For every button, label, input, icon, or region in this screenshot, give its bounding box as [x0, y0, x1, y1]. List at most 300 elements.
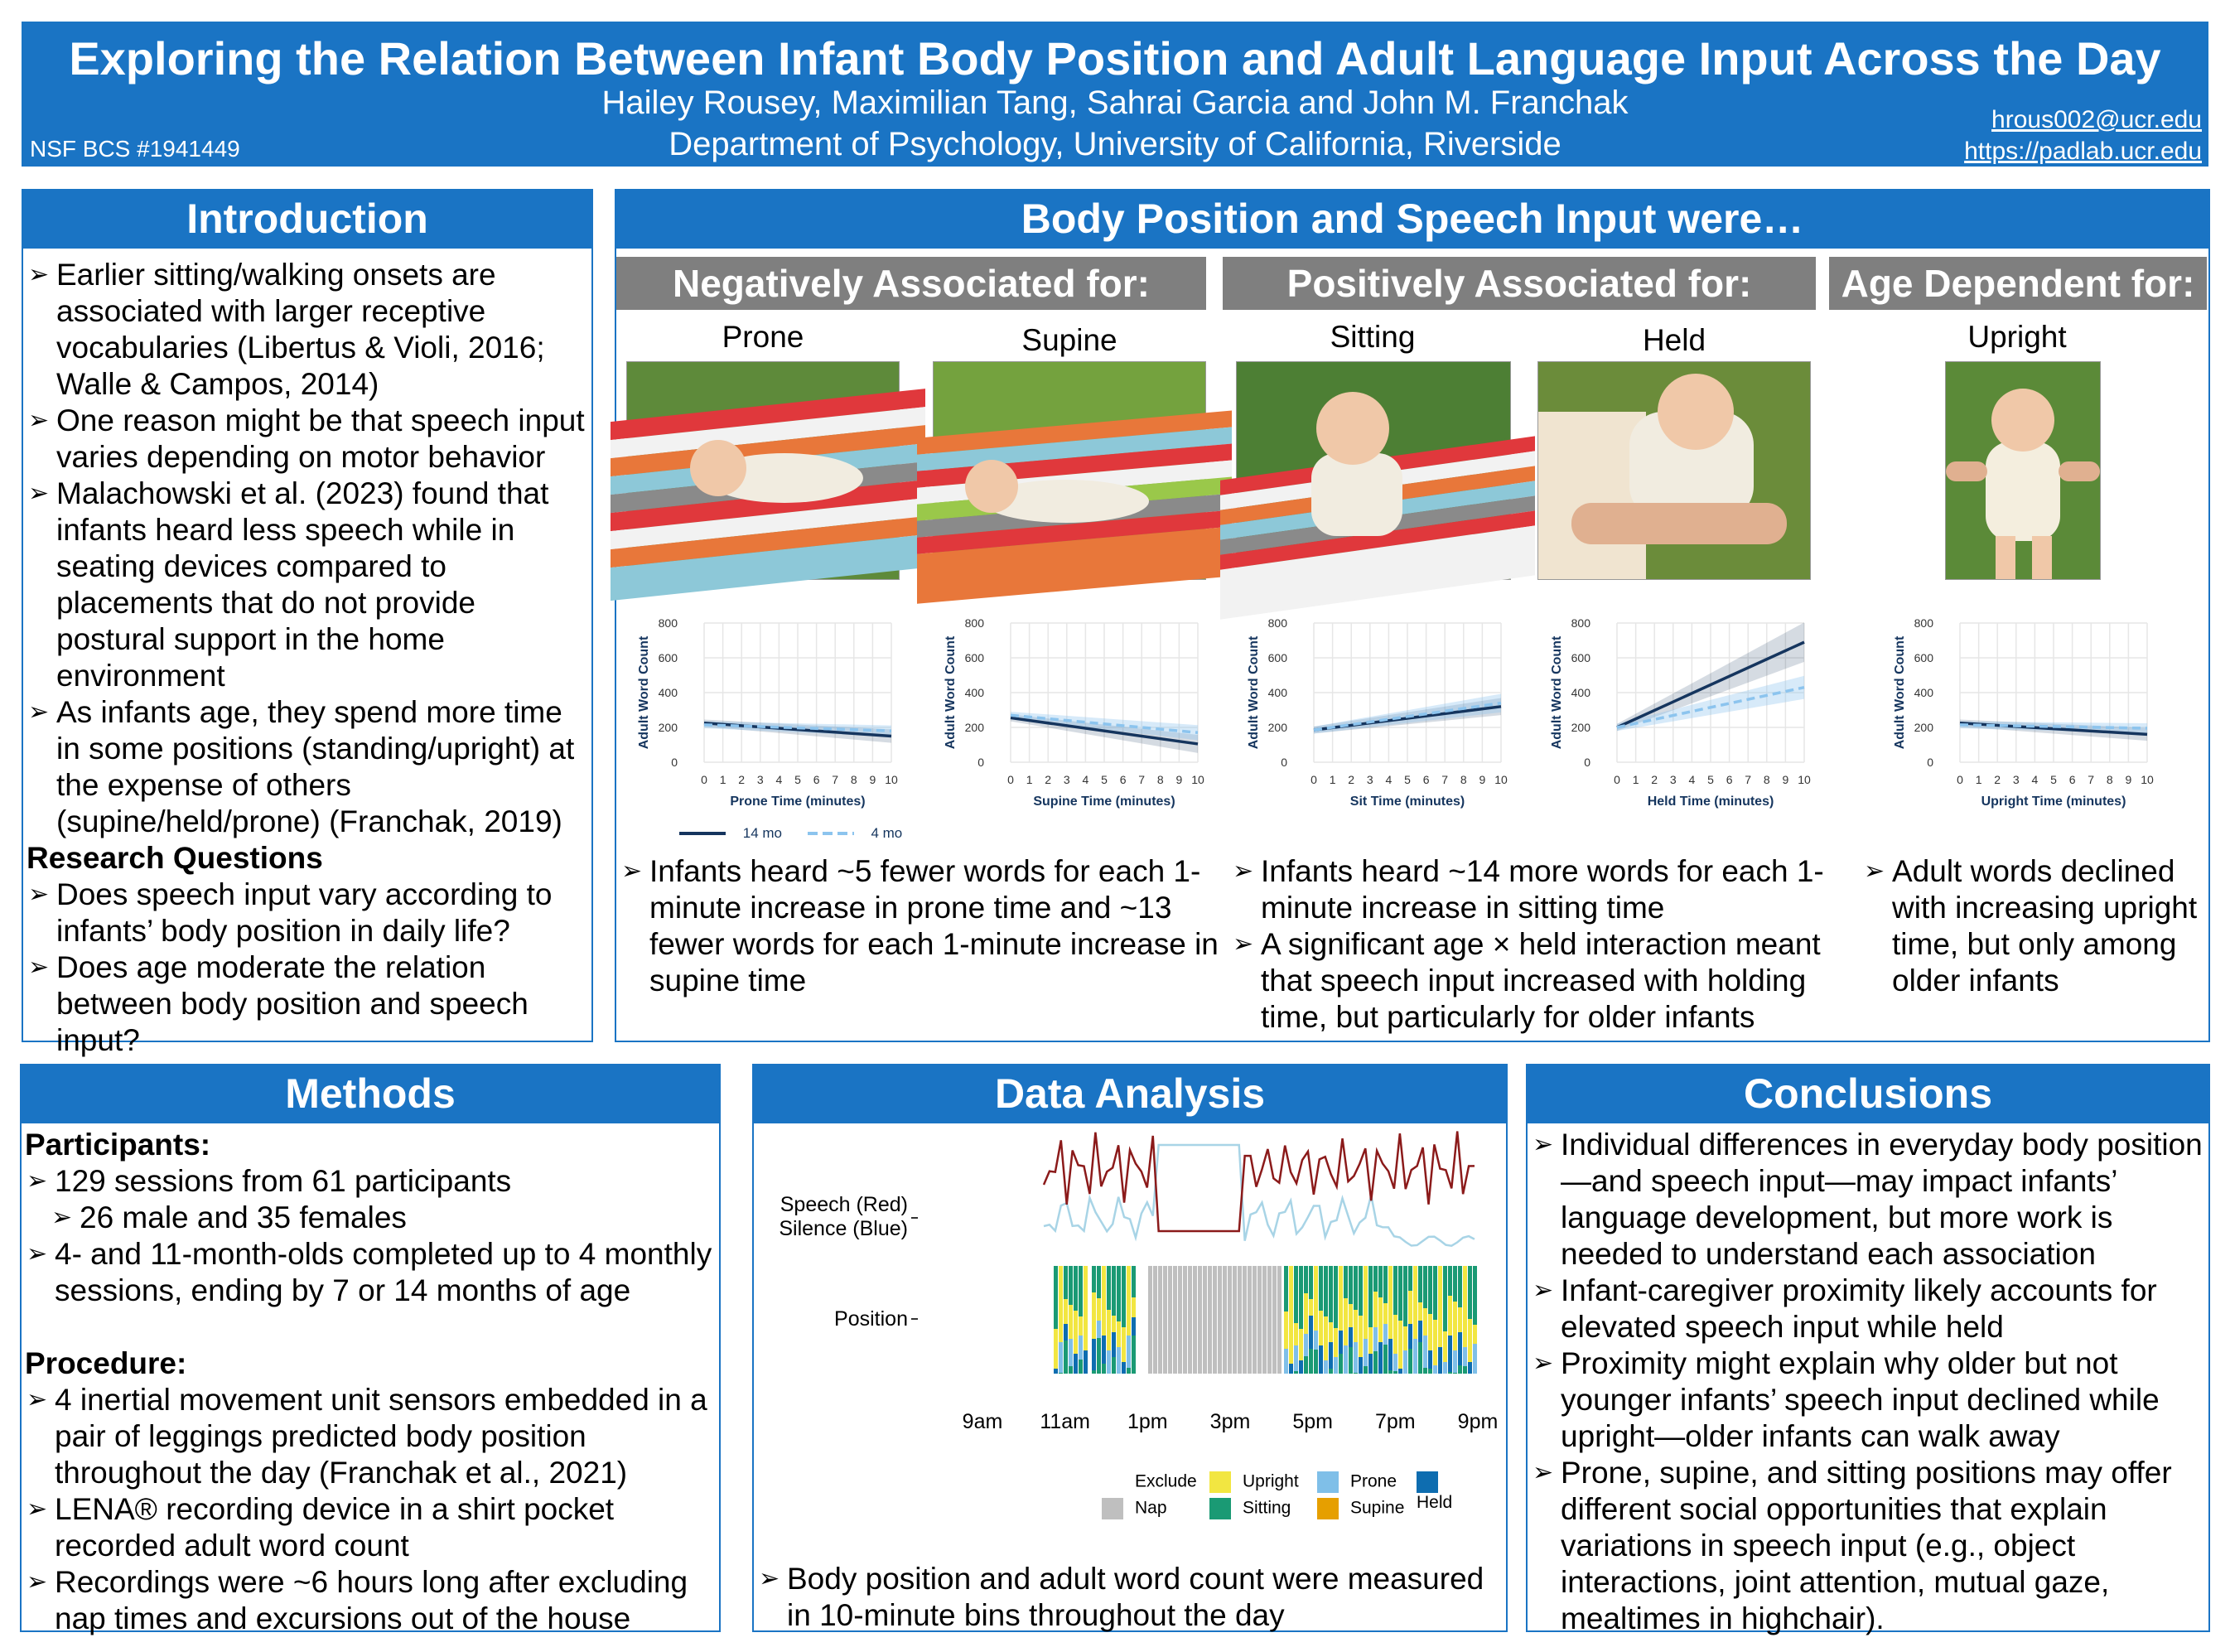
y-tick-label: 800 [1571, 616, 1590, 630]
age-result-text [1862, 853, 2202, 999]
position-bin [1423, 1266, 1427, 1308]
nap-bin [1272, 1266, 1277, 1374]
x-tick-label: 0 [1957, 773, 1963, 786]
position-bin [1059, 1373, 1063, 1374]
position-bin [1344, 1345, 1348, 1374]
conclusions-heading: Conclusions [1526, 1064, 2210, 1123]
nap-bin [1277, 1266, 1282, 1374]
nap-bin [1233, 1266, 1237, 1374]
position-bin [1433, 1320, 1437, 1365]
positive-result-bullet: ➢ A significant age × held interaction meant that speech input increased with holding time, but particularly for older infants [1231, 926, 1836, 1036]
position-bin [1132, 1317, 1136, 1336]
position-bin [1117, 1321, 1121, 1347]
position-bin [1329, 1369, 1333, 1374]
position-bin [1364, 1321, 1368, 1339]
position-bin [1453, 1373, 1457, 1374]
x-tick-label: 3 [1669, 773, 1677, 786]
x-tick-label: 4 [1385, 773, 1393, 786]
position-bin [1054, 1329, 1058, 1369]
position-bin [1448, 1296, 1452, 1336]
y-tick-label: 800 [658, 616, 678, 630]
x-tick-label: 7 [1441, 773, 1449, 786]
nap-bin [1218, 1266, 1222, 1374]
legend-swatch-4mo [808, 829, 857, 838]
position-bin [1349, 1304, 1353, 1327]
position-bin [1284, 1311, 1288, 1349]
email-link[interactable]: hrous002@ucr.edu [1991, 106, 2202, 133]
y-tick-label: 0 [1281, 756, 1287, 769]
x-tick-label: 0 [701, 773, 707, 786]
y-tick-label: 200 [658, 721, 678, 734]
nap-bin [1198, 1266, 1202, 1374]
position-bin [1458, 1332, 1462, 1365]
daylong-timeline-chart [911, 1135, 1499, 1466]
position-bin [1403, 1350, 1407, 1374]
position-bin [1112, 1357, 1116, 1374]
x-axis-label: Prone Time (minutes) [730, 795, 866, 809]
x-tick-label: 6 [813, 773, 820, 786]
position-bin [1097, 1298, 1101, 1321]
x-tick-label: 0 [1310, 773, 1317, 786]
position-bin [1388, 1370, 1393, 1374]
position-bin [1314, 1331, 1318, 1350]
author-list: Hailey Rousey, Maximilian Tang, Sahrai Garcia and John M. Franchak [601, 85, 1629, 121]
position-bin [1069, 1339, 1073, 1366]
position-bin [1373, 1351, 1378, 1374]
x-tick-label: 8 [1763, 773, 1770, 786]
x-tick-label: 4 [1688, 773, 1696, 786]
position-bin [1408, 1291, 1412, 1324]
position-bin [1373, 1266, 1378, 1292]
position-bin [1344, 1298, 1348, 1345]
x-tick-label: 3 [2012, 773, 2020, 786]
position-bin [1473, 1344, 1477, 1374]
x-tick-label: 5 [1404, 773, 1411, 786]
position-bin [1084, 1322, 1088, 1350]
positive-result-bullet: ➢ Infants heard ~14 more words for each 1-minute increase in sitting time [1231, 853, 1836, 926]
position-bin [1438, 1347, 1442, 1374]
position-label-supine: Supine [1021, 323, 1117, 357]
introduction-heading: Introduction [22, 189, 593, 249]
position-bin [1448, 1336, 1452, 1372]
position-bin [1398, 1321, 1402, 1369]
position-bin [1393, 1371, 1397, 1374]
position-bin [1092, 1370, 1096, 1374]
x-tick-label: 6 [1726, 773, 1733, 786]
position-bin [1428, 1314, 1432, 1350]
procedure-heading: Procedure: [25, 1346, 187, 1380]
position-bin [1059, 1266, 1063, 1293]
y-tick-label: 600 [1914, 651, 1933, 664]
x-tick-label: 2 [1348, 773, 1355, 786]
intro-bullet: ➢ Earlier sitting/walking onsets are associated with larger receptive vocabularies (Libertus & Violi, 2016; Walle & Campos, 2014) [27, 257, 588, 403]
position-bin [1368, 1266, 1373, 1327]
time-tick-label: 3pm [1209, 1410, 1251, 1433]
grant-number: NSF BCS #1941449 [30, 136, 240, 162]
speech-silence-labels [754, 1193, 908, 1241]
poster-header [22, 22, 2208, 167]
y-tick-label: 200 [1267, 721, 1287, 734]
methods-bullet: ➢ Recordings were ~6 hours long after excluding nap times and excursions out of the house [25, 1564, 716, 1637]
position-bin [1324, 1266, 1328, 1316]
position-bin [1102, 1304, 1106, 1336]
position-bin [1468, 1266, 1472, 1319]
position-bin [1299, 1329, 1303, 1360]
y-tick-label: 400 [658, 686, 678, 699]
methods-bullet: ➢ 129 sessions from 61 participants [25, 1163, 716, 1200]
methods-sub-bullet: ➢ 26 male and 35 females [25, 1200, 716, 1236]
nap-bin [1183, 1266, 1187, 1374]
x-tick-label: 6 [1422, 773, 1430, 786]
position-bin [1314, 1350, 1318, 1374]
position-bin [1354, 1373, 1358, 1374]
nap-bin [1248, 1266, 1252, 1374]
y-tick-label: 400 [1267, 686, 1287, 699]
position-bin [1117, 1266, 1121, 1321]
position-bin [1324, 1316, 1328, 1360]
position-bin [1309, 1266, 1313, 1299]
position-bin [1284, 1266, 1288, 1311]
position-bin [1309, 1349, 1313, 1374]
x-axis-label: Upright Time (minutes) [1981, 795, 2126, 809]
position-bin [1064, 1266, 1068, 1299]
supine-chart [933, 610, 1214, 825]
x-tick-label: 9 [1782, 773, 1789, 786]
legend-exclude: Exclude [1102, 1471, 1209, 1498]
sitting-chart [1236, 610, 1518, 825]
nap-bin [1148, 1266, 1152, 1374]
position-bin [1064, 1340, 1068, 1374]
y-tick-label: 600 [964, 651, 984, 664]
x-tick-label: 9 [869, 773, 876, 786]
methods-bullet: ➢ 4 inertial movement unit sensors embedded in a pair of leggings predicted body position throughout the day (Franchak et al., 2021) [25, 1382, 716, 1491]
position-bin [1117, 1347, 1121, 1374]
x-tick-label: 10 [1191, 773, 1204, 786]
x-tick-label: 9 [1175, 773, 1183, 786]
position-bin [1314, 1266, 1318, 1305]
position-bin [1339, 1266, 1343, 1292]
position-bin [1112, 1332, 1116, 1357]
position-bin [1398, 1369, 1402, 1374]
position-bin [1463, 1347, 1467, 1366]
position-bin [1383, 1303, 1388, 1324]
silence-label: Silence (Blue) [779, 1217, 908, 1240]
position-bin [1443, 1331, 1447, 1362]
intro-bullet: ➢ As infants age, they spend more time in some positions (standing/upright) at the expense of others (supine/held/prone) (Franchak, 2019) [27, 694, 588, 840]
poster-title: Exploring the Relation Between Infant Body Position and Adult Language Input Across the Day [69, 32, 2161, 85]
position-bin [1127, 1292, 1131, 1336]
x-tick-label: 10 [2141, 773, 2154, 786]
x-tick-label: 5 [794, 773, 801, 786]
position-bin [1122, 1266, 1126, 1327]
position-bin [1102, 1364, 1106, 1374]
data-analysis-bullet: ➢ Body position and adult word count were measured in 10-minute bins throughout the day [757, 1561, 1494, 1634]
position-bin [1398, 1266, 1402, 1321]
age-dependent-label: Age Dependent for: [1829, 257, 2207, 310]
position-bin [1403, 1326, 1407, 1350]
x-tick-label: 8 [1156, 773, 1164, 786]
upright-infant-photo [1945, 361, 2101, 580]
position-bin [1458, 1307, 1462, 1332]
x-tick-label: 2 [1045, 773, 1052, 786]
x-axis-label: Held Time (minutes) [1647, 795, 1774, 809]
position-bin [1084, 1350, 1088, 1374]
nap-bin [1163, 1266, 1167, 1374]
position-bin [1468, 1319, 1472, 1362]
position-bin [1359, 1316, 1363, 1357]
position-bin [1368, 1327, 1373, 1354]
x-tick-label: 7 [1138, 773, 1146, 786]
position-label-prone: Prone [722, 320, 804, 354]
y-tick-label: 200 [1914, 721, 1933, 734]
results-heading: Body Position and Speech Input were… [615, 189, 2210, 249]
nap-bin [1253, 1266, 1257, 1374]
position-bin [1458, 1365, 1462, 1374]
negative-result-bullet: ➢ Infants heard ~5 fewer words for each 1-minute increase in prone time and ~13 fewer words for each 1-minute increase in supine time [620, 853, 1224, 999]
position-bin [1413, 1297, 1417, 1339]
position-bin [1299, 1266, 1303, 1329]
position-bin [1388, 1309, 1393, 1339]
position-bin [1339, 1354, 1343, 1374]
position-bin [1393, 1354, 1397, 1371]
data-analysis-text [757, 1561, 1494, 1634]
position-bin [1294, 1323, 1298, 1345]
position-bin [1388, 1339, 1393, 1370]
position-bin [1079, 1336, 1083, 1360]
y-tick-label: 800 [1914, 616, 1933, 630]
position-bin [1334, 1357, 1338, 1374]
x-tick-label: 2 [1994, 773, 2001, 786]
legend-supine: Supine [1317, 1498, 1417, 1524]
position-bin [1079, 1360, 1083, 1374]
y-tick-label: 800 [964, 616, 984, 630]
position-bin [1468, 1362, 1472, 1374]
position-bin [1092, 1266, 1096, 1292]
position-bin [1294, 1345, 1298, 1371]
x-tick-label: 10 [885, 773, 898, 786]
position-bin [1349, 1266, 1353, 1304]
y-tick-label: 800 [1267, 616, 1287, 630]
research-questions-heading: Research Questions [27, 841, 323, 875]
participants-heading: Participants: [25, 1128, 211, 1162]
position-bin [1438, 1266, 1442, 1326]
position-bin [1349, 1347, 1353, 1374]
nap-bin [1188, 1266, 1192, 1374]
position-bin [1097, 1338, 1101, 1374]
position-bin [1463, 1266, 1467, 1313]
position-bin [1383, 1345, 1388, 1374]
position-bin [1423, 1368, 1427, 1374]
x-tick-label: 5 [1101, 773, 1108, 786]
x-tick-label: 9 [2125, 773, 2132, 786]
position-bin [1453, 1266, 1457, 1302]
rq-bullet: ➢ Does speech input vary according to infants’ body position in daily life? [27, 877, 588, 949]
legend-nap: Nap [1102, 1498, 1209, 1524]
position-bin [1418, 1266, 1422, 1302]
x-tick-label: 7 [832, 773, 839, 786]
nap-bin [1208, 1266, 1212, 1374]
position-bin [1304, 1356, 1308, 1374]
position-bin [1334, 1328, 1338, 1357]
position-bin [1339, 1292, 1343, 1331]
x-tick-label: 4 [775, 773, 783, 786]
position-bin [1364, 1266, 1368, 1321]
legend-upright: Upright [1209, 1471, 1317, 1498]
position-bin [1473, 1266, 1477, 1325]
y-axis-label: Adult Word Count [1247, 635, 1261, 750]
position-bin [1433, 1266, 1437, 1320]
x-tick-label: 1 [1026, 773, 1033, 786]
position-bin [1319, 1345, 1323, 1374]
x-tick-label: 9 [1479, 773, 1486, 786]
y-axis-label: Adult Word Count [1550, 635, 1564, 750]
x-tick-label: 10 [1798, 773, 1811, 786]
rq-bullet: ➢ Does age moderate the relation between body position and speech input? [27, 949, 588, 1059]
prone-chart [626, 610, 908, 825]
position-bin [1393, 1266, 1397, 1315]
position-bin [1289, 1266, 1293, 1317]
nap-bin [1173, 1266, 1177, 1374]
supine-infant-photo [933, 361, 1206, 580]
position-bin [1418, 1342, 1422, 1374]
x-tick-label: 1 [1632, 773, 1639, 786]
position-bin [1443, 1362, 1447, 1374]
age-result-bullet: ➢ Adult words declined with increasing upright time, but only among older infants [1862, 853, 2202, 999]
position-bin [1359, 1266, 1363, 1316]
conclusion-bullet: ➢ Proximity might explain why older but not younger infants’ speech input declined while upright—older infants can walk away [1531, 1345, 2205, 1455]
y-tick-label: 0 [977, 756, 984, 769]
nap-bin [1238, 1266, 1242, 1374]
position-bin [1319, 1311, 1323, 1345]
methods-heading: Methods [20, 1064, 721, 1123]
legend-label-4mo: 4 mo [871, 825, 903, 841]
position-bin [1453, 1302, 1457, 1350]
position-bin [1408, 1266, 1412, 1291]
position-bin [1304, 1334, 1308, 1356]
nap-bin [1153, 1266, 1157, 1374]
position-bin [1127, 1266, 1131, 1292]
position-bin [1059, 1293, 1063, 1342]
position-bin [1354, 1342, 1358, 1373]
y-tick-label: 0 [1927, 756, 1933, 769]
position-bin [1107, 1350, 1111, 1374]
position-bin [1329, 1266, 1333, 1322]
position-bin [1324, 1360, 1328, 1374]
time-tick-label: 1pm [1127, 1410, 1168, 1433]
time-tick-label: 5pm [1292, 1410, 1333, 1433]
position-bin [1092, 1339, 1096, 1370]
x-tick-label: 2 [1651, 773, 1658, 786]
methods-panel [20, 1064, 721, 1635]
position-bin [1339, 1331, 1343, 1354]
nap-bin [1262, 1266, 1267, 1374]
legend-held: Held [1417, 1471, 1483, 1498]
x-tick-label: 1 [1975, 773, 1982, 786]
x-tick-label: 4 [2031, 773, 2039, 786]
silence-line [1044, 1145, 1475, 1246]
position-bin [1064, 1299, 1068, 1324]
x-tick-label: 5 [2050, 773, 2057, 786]
position-bin [1373, 1292, 1378, 1327]
position-bin [1054, 1369, 1058, 1374]
position-bin [1107, 1310, 1111, 1350]
nap-bin [1168, 1266, 1172, 1374]
nap-bin [1203, 1266, 1207, 1374]
position-bin [1349, 1327, 1353, 1347]
methods-bullet: ➢ LENA® recording device in a shirt pocket recorded adult word count [25, 1491, 716, 1564]
position-label-upright: Upright [1967, 320, 2067, 354]
position-label-sitting: Sitting [1330, 320, 1416, 354]
y-tick-label: 200 [1571, 721, 1590, 734]
position-bin [1112, 1316, 1116, 1332]
position-bin [1074, 1311, 1078, 1354]
speech-line [1044, 1131, 1475, 1231]
position-bin [1069, 1266, 1073, 1305]
position-bin [1092, 1292, 1096, 1339]
nap-bin [1193, 1266, 1197, 1374]
position-bin [1458, 1266, 1462, 1307]
nap-bin [1228, 1266, 1232, 1374]
position-bin [1423, 1336, 1427, 1368]
y-axis-label: Adult Word Count [637, 635, 651, 750]
website-link[interactable]: https://padlab.ucr.edu [1964, 138, 2202, 165]
y-tick-label: 400 [964, 686, 984, 699]
position-bin [1314, 1305, 1318, 1331]
position-bin [1074, 1266, 1078, 1311]
position-bin [1428, 1369, 1432, 1374]
position-bin [1463, 1366, 1467, 1374]
position-bin [1453, 1350, 1457, 1373]
x-tick-label: 3 [1063, 773, 1070, 786]
y-tick-label: 0 [1584, 756, 1590, 769]
legend-swatch-14mo [679, 829, 729, 838]
position-bin [1127, 1336, 1131, 1368]
intro-bullet: ➢ One reason might be that speech input varies depending on motor behavior [27, 403, 588, 476]
position-bin [1304, 1266, 1308, 1293]
x-axis-label: Sit Time (minutes) [1349, 795, 1465, 809]
intro-bullet: ➢ Malachowski et al. (2023) found that infants heard less speech while in seating devices compared to placements that do not provide postural support in the home environment [27, 476, 588, 694]
position-bin [1344, 1266, 1348, 1298]
positive-association-label: Positively Associated for: [1223, 257, 1816, 310]
position-bin [1059, 1342, 1063, 1373]
position-bin [1463, 1313, 1467, 1347]
position-bin [1354, 1266, 1358, 1310]
x-tick-label: 8 [2106, 773, 2113, 786]
position-bin [1319, 1266, 1323, 1311]
y-axis-label: Adult Word Count [1893, 635, 1907, 750]
time-tick-label: 7pm [1375, 1410, 1416, 1433]
position-bin [1354, 1310, 1358, 1342]
position-bin [1064, 1324, 1068, 1340]
position-bin [1309, 1299, 1313, 1316]
position-bin [1097, 1266, 1101, 1298]
position-bin [1074, 1354, 1078, 1374]
negative-result-text [620, 853, 1224, 999]
nap-bin [1223, 1266, 1227, 1374]
position-bin [1329, 1342, 1333, 1369]
position-bin [1378, 1297, 1383, 1342]
nap-bin [1267, 1266, 1272, 1374]
position-bin [1403, 1266, 1407, 1326]
position-axis-label: Position [834, 1307, 908, 1331]
y-tick-label: 600 [1571, 651, 1590, 664]
position-bin [1107, 1266, 1111, 1310]
affiliation: Department of Psychology, University of California, Riverside [669, 126, 1561, 162]
x-tick-label: 8 [1460, 773, 1467, 786]
y-tick-label: 400 [1571, 686, 1590, 699]
legend-prone: Prone [1317, 1471, 1417, 1498]
x-tick-label: 3 [756, 773, 764, 786]
